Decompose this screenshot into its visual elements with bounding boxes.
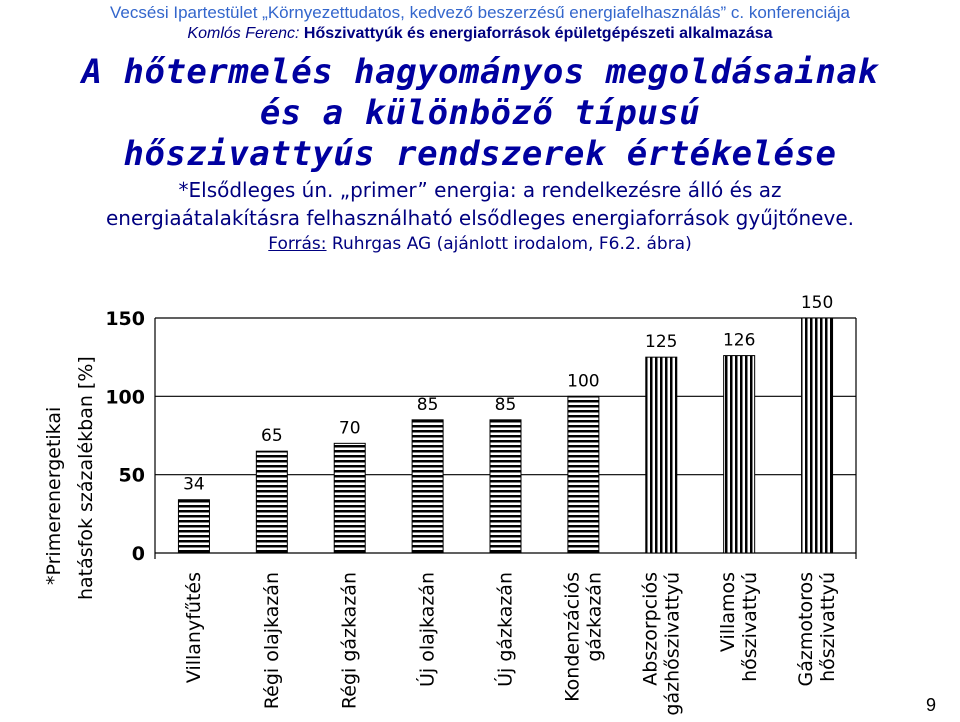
title-line-1: A hőtermelés hagyományos megoldásainak xyxy=(81,52,879,92)
conference-header: Vecsési Ipartestület „Környezettudatos, kedvező beszerzésű energiafelhasználás” c. konferenciája xyxy=(110,3,850,22)
bar xyxy=(412,420,443,553)
y-axis-title-line-2: hatásfok százalékban [%] xyxy=(75,356,97,600)
bar xyxy=(334,443,365,553)
bar xyxy=(178,500,209,553)
x-category-label: Új gázkazán xyxy=(494,572,517,687)
bar-value-label: 65 xyxy=(261,426,283,447)
y-tick-label: 100 xyxy=(105,386,145,409)
y-axis-title-line-1: *Primerenergetikai xyxy=(43,406,65,585)
x-category-label: Kondenzációs xyxy=(561,572,584,702)
bar xyxy=(568,396,599,553)
title-line-3: hőszivattyús rendszerek értékelése xyxy=(123,134,837,174)
x-category-label: Régi olajkazán xyxy=(260,572,283,710)
x-category-label: Új olajkazán xyxy=(416,572,439,688)
bar xyxy=(802,318,833,553)
bar xyxy=(490,420,521,553)
x-category-label: Villamos xyxy=(717,572,740,653)
bar-value-label: 70 xyxy=(338,418,361,439)
bar-value-label: 150 xyxy=(800,293,834,313)
x-category-label: Régi gázkazán xyxy=(338,572,361,710)
x-category-label: Gázmotoros xyxy=(795,572,818,687)
x-category-label: hőszivattyú xyxy=(739,572,762,682)
y-tick-label: 50 xyxy=(118,464,145,487)
x-category-label: Abszorpciós xyxy=(639,572,662,686)
talk-title: Hőszivattyúk és energiaforrások épületgépészeti alkalmazása xyxy=(299,25,773,42)
bar-value-label: 85 xyxy=(416,394,439,415)
note-line-2: energiaátalakításra felhasználható elsődleges energiaforrások gyűjtőneve. xyxy=(106,206,854,230)
source-label: Forrás: xyxy=(268,234,327,254)
bar-value-label: 126 xyxy=(722,330,756,351)
bar xyxy=(724,356,755,553)
x-category-label: gázhőszivattyú xyxy=(661,572,684,716)
x-category-label: gázkazán xyxy=(583,572,606,662)
bar xyxy=(256,451,287,553)
bar xyxy=(646,357,677,553)
x-category-label: hőszivattyú xyxy=(817,572,840,682)
bar-value-label: 125 xyxy=(645,332,678,353)
source-text: Ruhrgas AG (ajánlott irodalom, F6.2. ábra) xyxy=(326,234,692,254)
bar-value-label: 100 xyxy=(567,371,600,392)
author-name: Komlós Ferenc: xyxy=(187,25,300,42)
bar-value-label: 34 xyxy=(183,474,205,495)
y-tick-label: 150 xyxy=(105,308,145,330)
y-tick-label: 0 xyxy=(131,543,145,565)
title-line-2: és a különböző típusú xyxy=(259,93,701,133)
bar-value-label: 85 xyxy=(494,394,517,415)
x-category-label: Villanyfűtés xyxy=(182,572,205,684)
note-line-1: *Elsődleges ún. „primer” energia: a rendelkezésre álló és az xyxy=(178,178,782,202)
page-number: 9 xyxy=(925,695,936,715)
